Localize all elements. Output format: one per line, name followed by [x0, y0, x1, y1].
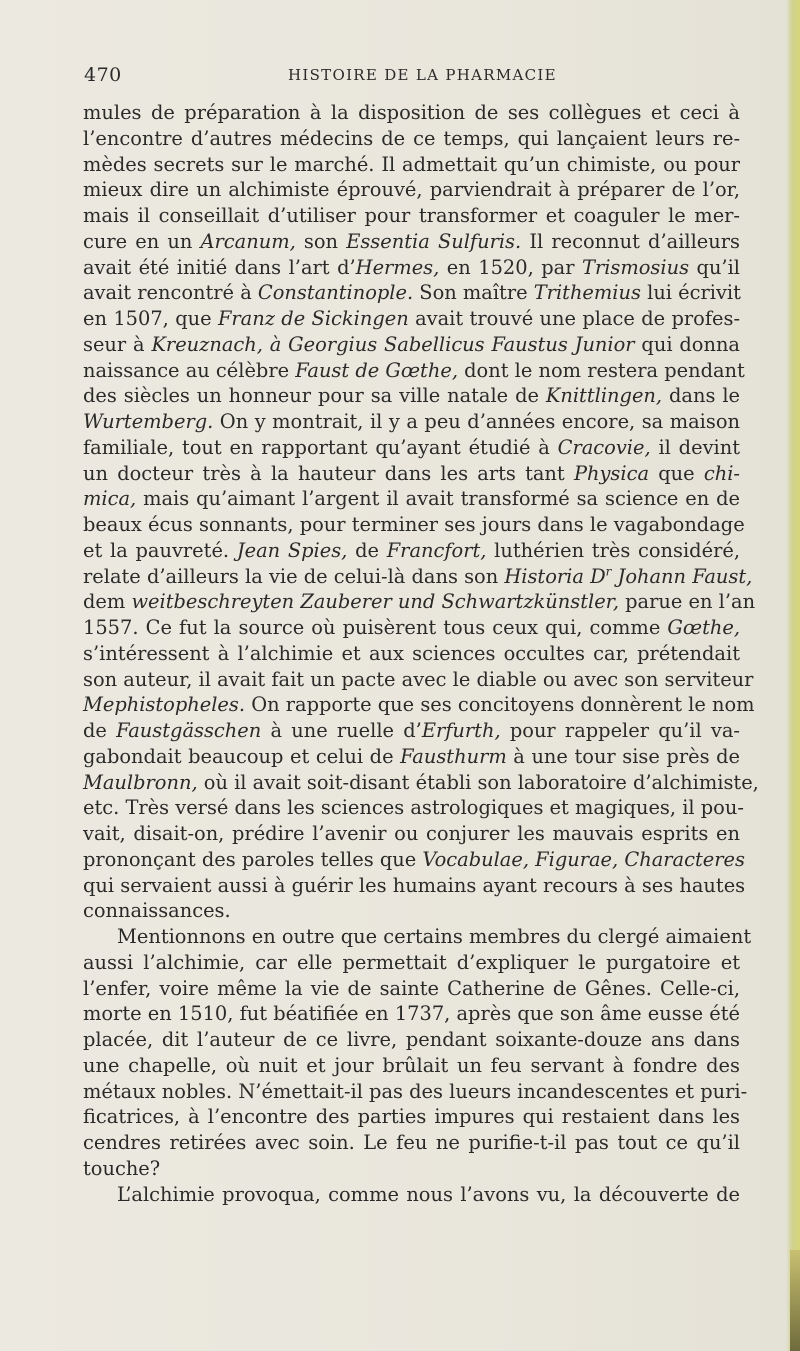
- running-header: [84, 64, 740, 90]
- italic-text: Francfort,: [386, 538, 487, 562]
- text-segment: On y montrait, il y a peu d’années encore, sa maison: [213, 410, 740, 433]
- text-line: [83, 718, 740, 744]
- page-edge-shadow: [790, 1250, 800, 1351]
- text-line: [83, 589, 756, 615]
- text-line: [83, 332, 740, 358]
- text-line: [83, 1053, 740, 1079]
- italic-text: Maulbronn,: [83, 770, 198, 794]
- text-line: [83, 1130, 740, 1156]
- text-line: [83, 692, 755, 718]
- text-segment: touche?: [83, 1156, 161, 1180]
- italic-text: Physica: [573, 461, 650, 485]
- italic-text: Hermes,: [355, 255, 440, 279]
- text-segment: des siècles un honneur pour sa ville natale de: [83, 384, 546, 408]
- text-segment: avait rencontré à: [83, 281, 258, 305]
- text-segment: et la pauvreté.: [83, 538, 237, 562]
- text-line: [83, 770, 759, 796]
- text-line: [83, 229, 740, 255]
- text-line: [83, 152, 740, 178]
- text-line: [83, 486, 740, 512]
- italic-text: Trithemius: [533, 281, 641, 305]
- italic-text: Cracovie,: [557, 435, 651, 459]
- italic-text: Wurtemberg.: [83, 410, 214, 433]
- text-segment: de: [347, 538, 387, 562]
- italic-text: Mephistopheles.: [83, 693, 246, 717]
- italic-text: Fausthurm: [400, 744, 507, 768]
- italic-text: Knittlingen,: [545, 384, 663, 408]
- text-segment: 1557. Ce fut la source où puisèrent tous ceux qui, comme: [83, 616, 668, 639]
- text-segment: mais qu’aimant l’argent il avait transformé sa science en de: [136, 487, 740, 511]
- text-segment: s’intéressent à l’alchimie et aux sciences occultes car, prétendait: [83, 641, 740, 665]
- text-segment: beaux écus sonnants, pour terminer ses jours dans le vagabondage: [83, 513, 745, 536]
- text-segment: son: [295, 229, 347, 253]
- text-segment: familiale, tout en rapportant qu’ayant étudié à: [83, 435, 558, 459]
- italic-text: weitbeschreyten Zauberer und Schwartzkünstler,: [131, 590, 619, 614]
- italic-text: r: [605, 564, 612, 579]
- text-segment: prononçant des paroles telles que: [83, 847, 423, 871]
- text-segment: placée, dit l’auteur de ce livre, pendant soixante-douze ans dans: [83, 1028, 740, 1051]
- text-segment: ficatrices, à l’encontre des parties impures qui restaient dans les: [83, 1105, 740, 1129]
- text-segment: Il reconnut d’ailleurs: [521, 229, 740, 253]
- text-segment: pour rappeler qu’il va-: [500, 719, 740, 742]
- page-edge: [786, 0, 800, 1351]
- text-segment: avait été initié dans l’art d’: [83, 255, 356, 279]
- text-segment: vait, disait-on, prédire l’avenir ou conjurer les mauvais esprits en: [83, 822, 740, 845]
- text-segment: parue en l’an: [618, 590, 756, 614]
- text-segment: métaux nobles. N’émettait-il pas des lueurs incandescentes et puri-: [83, 1079, 748, 1103]
- text-line: [83, 538, 740, 564]
- text-line: [83, 358, 745, 384]
- running-title: HISTOIRE DE LA PHARMACIE: [288, 66, 557, 84]
- text-line: [83, 280, 740, 306]
- text-line: [83, 564, 753, 590]
- text-segment: etc. Très versé dans les sciences astrologiques et magiques, il pou-: [83, 796, 744, 820]
- text-line: [83, 461, 740, 487]
- text-line: [83, 1001, 740, 1027]
- text-segment: dem: [83, 590, 132, 614]
- text-segment: l’enfer, voire même la vie de sainte Catherine de Gênes. Celle-ci,: [83, 976, 740, 1000]
- italic-text: Erfurth,: [421, 719, 501, 742]
- italic-text: Faustgässchen: [116, 719, 262, 742]
- text-line: [83, 873, 746, 899]
- text-segment: une chapelle, où nuit et jour brûlait un feu servant à fondre des: [83, 1053, 740, 1077]
- text-segment: l’encontre d’autres médecins de ce temps, qui lançaient leurs re-: [83, 126, 740, 150]
- page-number: 470: [84, 64, 122, 86]
- italic-text: Kreuznach, à Georgius Sabellicus Faustus Junior: [151, 332, 635, 356]
- text-line: [83, 1104, 740, 1130]
- text-line: [83, 667, 754, 693]
- text-line: [83, 1079, 748, 1105]
- italic-text: Gœthe,: [667, 616, 740, 639]
- text-line: [83, 383, 740, 409]
- italic-text: Trismosius: [582, 255, 690, 279]
- text-line: [83, 203, 740, 229]
- text-line: [83, 795, 744, 821]
- italic-text: Constantinople.: [257, 281, 414, 305]
- text-segment: gabondait beaucoup et celui de: [83, 744, 401, 768]
- text-segment: que: [649, 461, 704, 485]
- text-line: [83, 898, 740, 924]
- text-line: [83, 924, 752, 950]
- text-segment: L’alchimie provoqua, comme nous l’avons vu, la découverte de: [117, 1182, 740, 1206]
- text-line: [83, 847, 745, 873]
- text-line: [83, 1156, 740, 1182]
- text-line: [83, 255, 740, 281]
- text-segment: qui donna: [634, 332, 740, 356]
- italic-text: Arcanum,: [200, 229, 296, 253]
- text-line: [83, 744, 740, 770]
- text-segment: luthérien très considéré,: [486, 538, 740, 562]
- text-line: [83, 950, 740, 976]
- text-segment: Son maître: [413, 281, 534, 305]
- text-line: [83, 100, 740, 126]
- text-line: [83, 1182, 740, 1208]
- text-segment: qu’il: [689, 255, 740, 279]
- text-line: [83, 512, 745, 538]
- text-segment: un docteur très à la hauteur dans les arts tant: [83, 461, 574, 485]
- text-segment: où il avait soit-disant établi son laboratoire d’alchimiste,: [197, 770, 759, 794]
- italic-text: Faust de Gœthe,: [295, 358, 458, 382]
- italic-text: Johann Faust,: [611, 564, 753, 588]
- text-segment: cure en un: [83, 229, 201, 253]
- text-segment: On rapporte que ses concitoyens donnèrent le nom: [245, 693, 755, 717]
- text-segment: connaissances.: [83, 899, 231, 923]
- text-segment: relate d’ailleurs la vie de celui-là dans son: [83, 564, 505, 588]
- italic-text: mica,: [83, 487, 137, 511]
- text-segment: à une ruelle d’: [261, 719, 422, 742]
- italic-text: Franz de Sickingen: [217, 307, 409, 330]
- italic-text: Jean Spies,: [236, 538, 348, 562]
- text-segment: son auteur, il avait fait un pacte avec le diable ou avec son serviteur: [83, 667, 754, 691]
- text-segment: qui servaient aussi à guérir les humains ayant recours à ses hautes: [83, 873, 746, 897]
- text-segment: mais il conseillait d’utiliser pour transformer et coaguler le mer-: [83, 204, 740, 227]
- text-line: [83, 126, 740, 152]
- text-line: [83, 306, 740, 332]
- text-segment: dont le nom restera pendant: [457, 358, 745, 382]
- text-segment: lui écrivit: [640, 281, 741, 305]
- text-segment: aussi l’alchimie, car elle permettait d’expliquer le purgatoire et: [83, 950, 740, 974]
- text-segment: mules de préparation à la disposition de ses collègues et ceci à: [83, 101, 740, 124]
- italic-text: Vocabulae, Figurae, Characteres: [422, 847, 745, 871]
- text-segment: à une tour sise près de: [506, 744, 741, 768]
- text-line: [83, 409, 740, 435]
- text-segment: cendres retirées avec soin. Le feu ne purifie-t-il pas tout ce qu’il: [83, 1131, 740, 1154]
- text-segment: mèdes secrets sur le marché. Il admettait qu’un chimiste, ou pour: [83, 152, 740, 176]
- text-line: [83, 1027, 740, 1053]
- text-line: [83, 821, 740, 847]
- text-segment: en 1520, par: [439, 255, 583, 279]
- text-line: [83, 435, 740, 461]
- italic-text: Essentia Sulfuris.: [346, 229, 522, 253]
- text-segment: naissance au célèbre: [83, 358, 296, 382]
- text-segment: dans le: [662, 384, 740, 408]
- text-segment: morte en 1510, fut béatifiée en 1737, après que son âme eusse été: [83, 1002, 740, 1026]
- text-line: [83, 615, 740, 641]
- text-segment: de: [83, 719, 117, 742]
- text-segment: il devint: [650, 435, 741, 459]
- italic-text: chi-: [703, 461, 740, 485]
- text-segment: seur à: [83, 332, 152, 356]
- text-segment: avait trouvé une place de profes-: [408, 307, 741, 330]
- text-line: [83, 976, 740, 1002]
- text-line: [83, 177, 740, 203]
- text-segment: Mentionnons en outre que certains membres du clergé aimaient: [117, 925, 752, 948]
- text-segment: en 1507, que: [83, 307, 218, 330]
- italic-text: Historia D: [504, 564, 606, 588]
- body-text: [83, 100, 759, 1207]
- text-segment: mieux dire un alchimiste éprouvé, parviendrait à préparer de l’or,: [83, 178, 740, 202]
- text-line: [83, 641, 740, 667]
